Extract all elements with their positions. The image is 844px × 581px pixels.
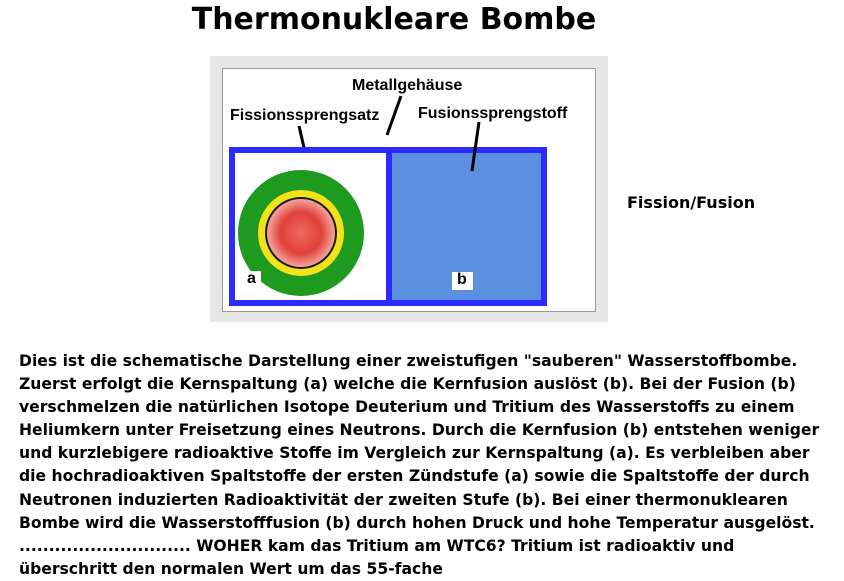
fission-core — [267, 199, 335, 267]
part-a-label: a — [247, 270, 256, 287]
fission-charge-label: Fissionssprengsatz — [230, 107, 380, 124]
casing-label: Metallgehäuse — [352, 77, 463, 94]
fusion-fuel-label: Fusionssprengstoff — [418, 105, 568, 122]
diagram-frame — [210, 56, 608, 322]
diagram-canvas — [222, 68, 596, 312]
part-b-label: b — [457, 271, 467, 288]
description-paragraph: Dies ist die schematische Darstellung einer zweistufigen "sauberen" Wasserstoffbombe. Zuerst erfolgt die Kernspaltung (a) welche die Kernfusion auslöst (b). Bei der Fusion (b) verschmelzen die natürlichen Isotope Deuterium und Tritium des Wasserstoffs zu einem Heliumkern unter Freisetzung eines Neutrons. Durch die Kernfusion (b) entstehen weniger und kurzlebigere radioaktive Stoffe im Vergleich zur Kernspaltung (a). Es verbleiben aber die hochradioaktiven Spaltstoffe der ersten Zündstufe (a) sowie die Spaltstoffe der durch Neutronen induzierten Radioaktivität der zweiten Stufe (b). Bei einer thermonuklearen Bombe wird die Wasserstofffusion (b) durch hohen Druck und hohe Temperatur ausgelöst. ............................. WOHER kam das Tritium am WTC6? Tritium ist radioaktiv und überschritt den normalen Wert um das 55-fache — [19, 352, 820, 578]
page-title: Thermonukleare Bombe — [191, 2, 597, 37]
side-label: Fission/Fusion — [627, 193, 756, 212]
casing-leader-line — [387, 96, 401, 135]
